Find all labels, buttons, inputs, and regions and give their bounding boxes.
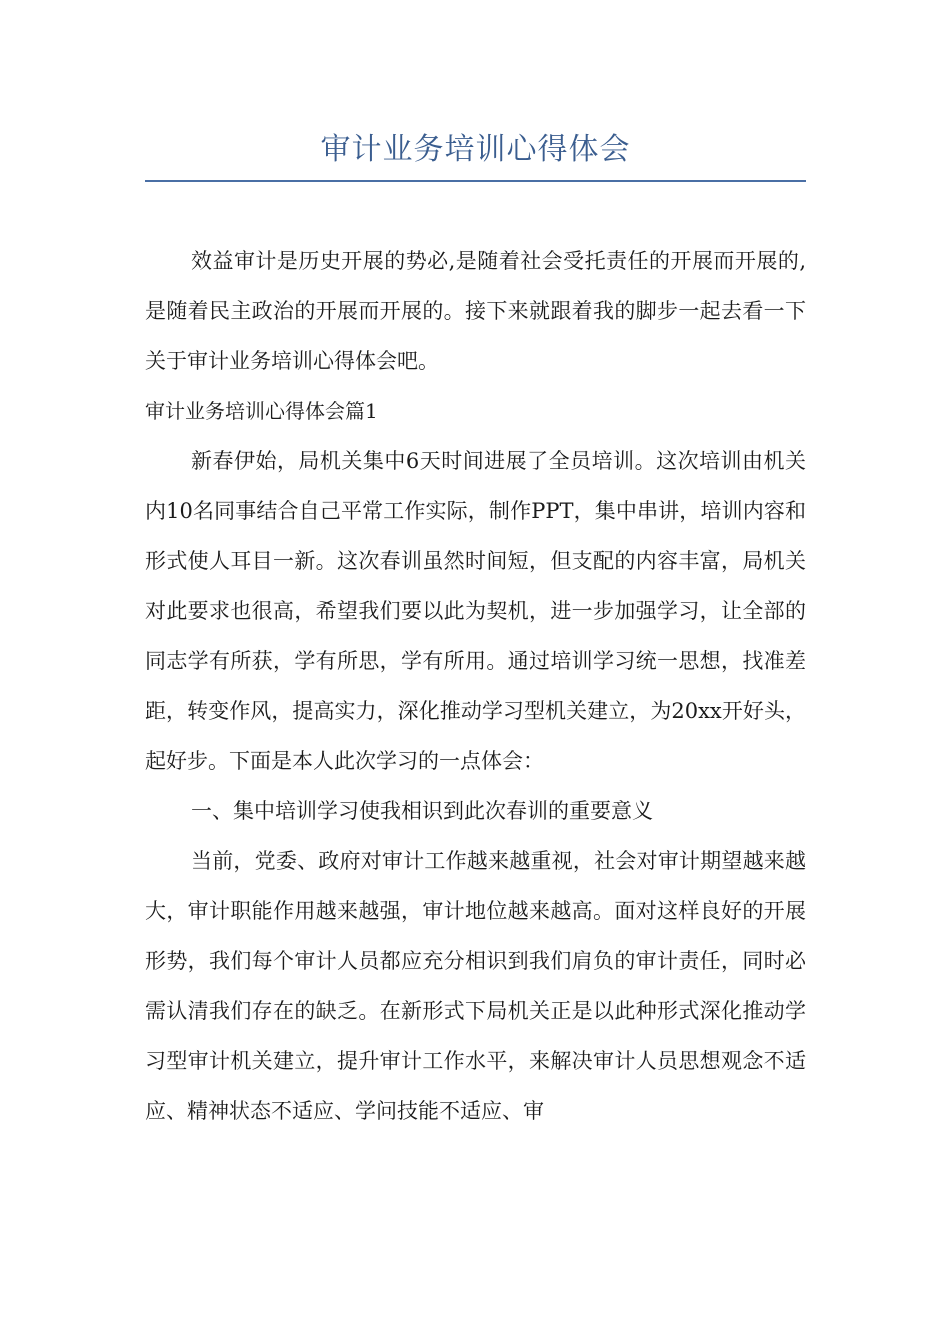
document-body	[145, 236, 806, 1136]
section-heading: 审计业务培训心得体会篇1	[145, 399, 378, 423]
intro-paragraph: 效益审计是历史开展的势必,是随着社会受托责任的开展而开展的,是随着民主政治的开展而开展的。接下来就跟着我的脚步一起去看一下关于审计业务培训心得体会吧。	[145, 249, 806, 373]
title-underline	[145, 180, 806, 182]
page-title: 审计业务培训心得体会	[320, 132, 631, 167]
subheading-1: 一、集中培训学习使我相识到此次春训的重要意义	[191, 799, 653, 823]
body-paragraph-2: 当前，党委、政府对审计工作越来越重视，社会对审计期望越来越大，审计职能作用越来越强，审计地位越来越高。面对这样良好的开展形势，我们每个审计人员都应充分相识到我们肩负的审计责任，同时必需认清我们存在的缺乏。在新形式下局机关正是以此种形式深化推动学习型审计机关建立，提升审计工作水平，来解决审计人员思想观念不适应、精神状态不适应、学问技能不适应、审	[145, 849, 806, 1123]
body-paragraph-1: 新春伊始，局机关集中6天时间进展了全员培训。这次培训由机关内10名同事结合自己平常工作实际，制作PPT，集中串讲，培训内容和形式使人耳目一新。这次春训虽然时间短，但支配的内容丰富，局机关对此要求也很高，希望我们要以此为契机，进一步加强学习，让全部的同志学有所获，学有所思，学有所用。通过培训学习统一思想，找准差距，转变作风，提高实力，深化推动学习型机关建立，为20xx开好头，起好步。下面是本人此次学习的一点体会：	[145, 449, 806, 773]
